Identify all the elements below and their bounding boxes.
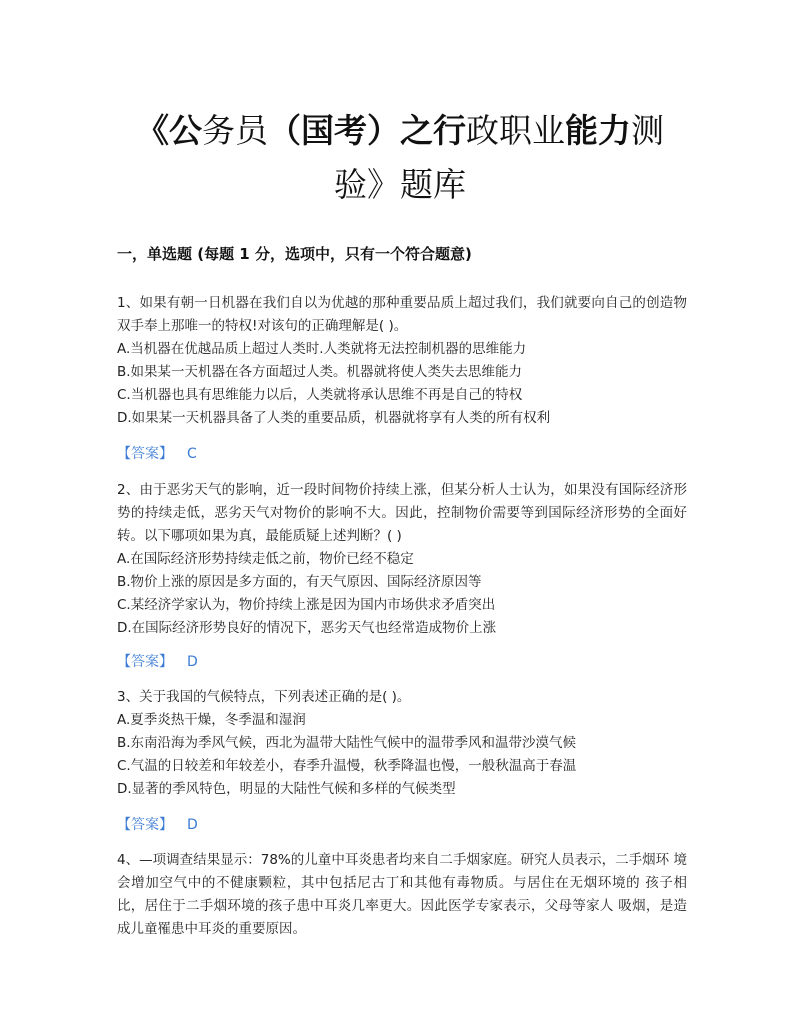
option-d: D.在国际经济形势良好的情况下，恶劣天气也经常造成物价上涨: [117, 620, 497, 636]
answer-2: [117, 651, 198, 671]
title-part: 能力: [565, 111, 631, 150]
question-stem: 4、—项调查结果显示：78%的儿童中耳炎患者均来自二手烟家庭。研究人员表示，二手烟环 境会增加空气中的不健康颗粒，其中包括尼古丁和其他有毒物质。与居住在无烟环境的 孩子相比，居住于二手烟环境的孩子患中耳炎几率更大。因此医学专家表示，父母等家人 吸烟，是造成儿童罹患中耳炎的重要原因。: [117, 852, 687, 937]
title-part: 《公: [136, 111, 202, 150]
option-a: A.在国际经济形势持续走低之前，物价已经不稳定: [117, 551, 414, 567]
question-4: [117, 849, 687, 941]
option-c: C.某经济学家认为，物价持续上涨是因为国内市场供求矛盾突出: [117, 597, 496, 613]
answer-label: 【答案】: [117, 654, 173, 670]
option-d: D.如果某一天机器具备了人类的重要品质，机器就将享有人类的所有权利: [117, 410, 551, 426]
option-c: C.气温的日较差和年较差小，春季升温慢，秋季降温也慢，一般秋温高于春温: [117, 758, 577, 774]
option-c: C.当机器也具有思维能力以后，人类就将承认思维不再是自己的特权: [117, 387, 523, 403]
option-b: B.东南沿海为季风气候，西北为温带大陆性气候中的温带季风和温带沙漠气候: [117, 735, 577, 751]
answer-label: 【答案】: [117, 817, 173, 833]
title-part: 测: [631, 111, 664, 150]
title-part: 验: [334, 165, 367, 204]
question-3: [117, 686, 687, 801]
question-stem: 2、由于恶劣天气的影响，近一段时间物价持续上涨，但某分析人士认为，如果没有国际经济形势的持续走低，恶劣天气对物价的影响不大。因此，控制物价需要等到国际经济形势的全面好转。以下哪项如果为真，最能质疑上述判断？( ): [117, 482, 687, 544]
answer-1: [117, 443, 197, 463]
title-part: 政: [466, 111, 499, 150]
option-b: B.物价上涨的原因是多方面的，有天气原因、国际经济原因等: [117, 574, 482, 590]
question-stem: 3、关于我国的气候特点，下列表述正确的是( )。: [117, 689, 411, 705]
question-2: [117, 479, 687, 640]
title-part: 》题库: [367, 165, 466, 204]
question-1: [117, 292, 687, 430]
answer-3: [117, 814, 198, 834]
answer-value: D: [187, 817, 198, 833]
option-a: A.夏季炎热干燥，冬季温和湿润: [117, 712, 306, 728]
option-d: D.显著的季风特色，明显的大陆性气候和多样的气候类型: [117, 781, 456, 797]
page-title: [100, 104, 700, 212]
option-b: B.如果某一天机器在各方面超过人类。机器就将使人类失去思维能力: [117, 364, 523, 380]
title-part: 职业: [499, 111, 565, 150]
option-a: A.当机器在优越品质上超过人类时.人类就将无法控制机器的思维能力: [117, 341, 527, 357]
answer-value: C: [187, 446, 197, 462]
question-stem: 1、如果有朝一日机器在我们自以为优越的那种重要品质上超过我们，我们就要向自己的创造物双手奉上那唯一的特权!对该句的正确理解是( )。: [117, 295, 687, 334]
answer-label: 【答案】: [117, 446, 173, 462]
answer-value: D: [187, 654, 198, 670]
title-part: （国考）之行: [268, 111, 466, 150]
section-heading: 一，单选题 (每题 1 分，选项中，只有一个符合题意): [117, 245, 472, 263]
title-part: 务员: [202, 111, 268, 150]
